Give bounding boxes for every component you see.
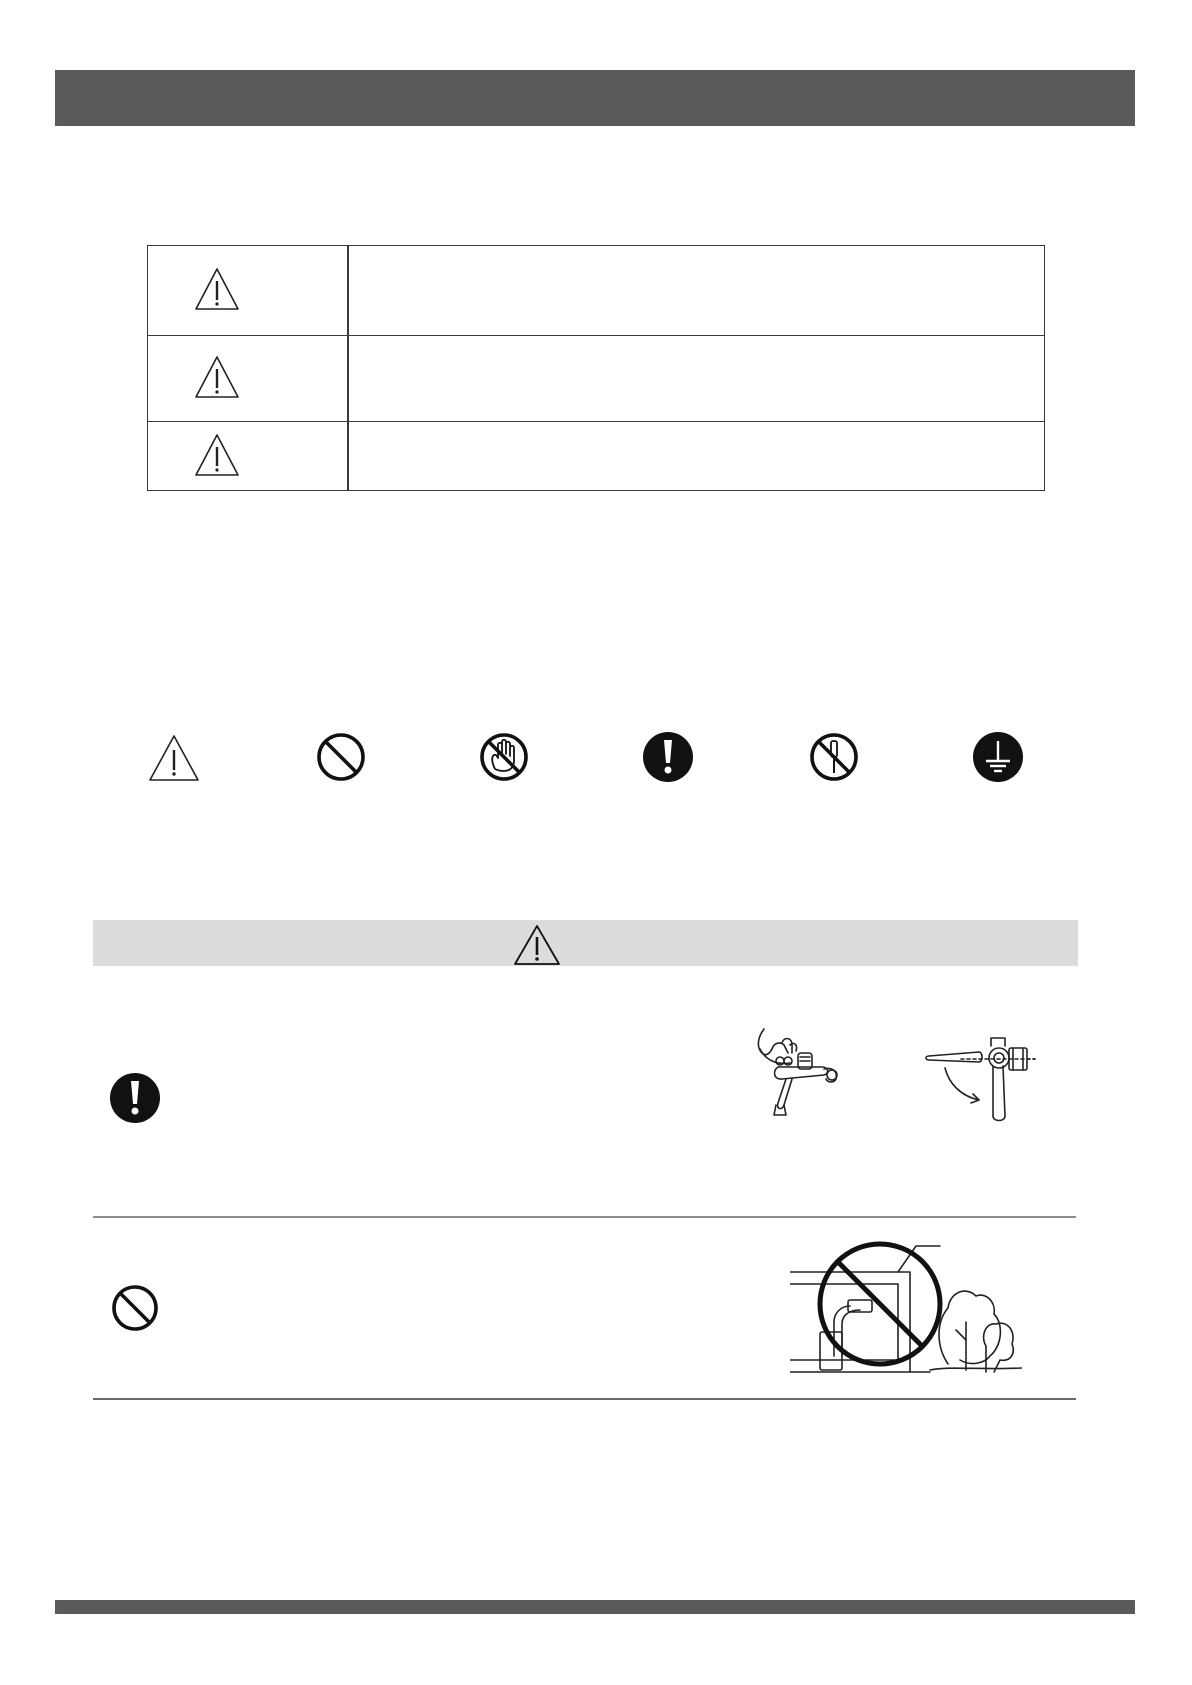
do-not-touch-icon <box>476 729 532 785</box>
warning-triangle-icon <box>193 432 241 478</box>
mandatory-action-icon <box>108 1071 162 1125</box>
warning-triangle-icon <box>193 266 241 312</box>
signal-word-table <box>147 245 1045 491</box>
warning-triangle-icon <box>513 924 561 966</box>
row-divider <box>93 1398 1076 1400</box>
table-row <box>148 422 1044 492</box>
prohibited-icon <box>313 729 369 785</box>
table-row <box>148 336 1044 422</box>
do-not-disassemble-icon <box>806 729 862 785</box>
ground-connection-icon <box>970 729 1026 785</box>
faucet-hand-illustration <box>752 1023 864 1131</box>
footer-bar <box>55 1600 1135 1614</box>
prohibited-icon <box>108 1281 162 1335</box>
table-row <box>148 246 1044 336</box>
warning-triangle-icon <box>193 354 241 400</box>
no-outdoor-installation-illustration <box>790 1236 1022 1380</box>
section-header-band <box>93 920 1078 966</box>
warning-triangle-icon <box>146 730 202 786</box>
mandatory-action-icon <box>640 729 696 785</box>
row-divider <box>93 1216 1076 1218</box>
valve-lever-illustration <box>925 1036 1037 1128</box>
header-bar <box>55 70 1135 126</box>
